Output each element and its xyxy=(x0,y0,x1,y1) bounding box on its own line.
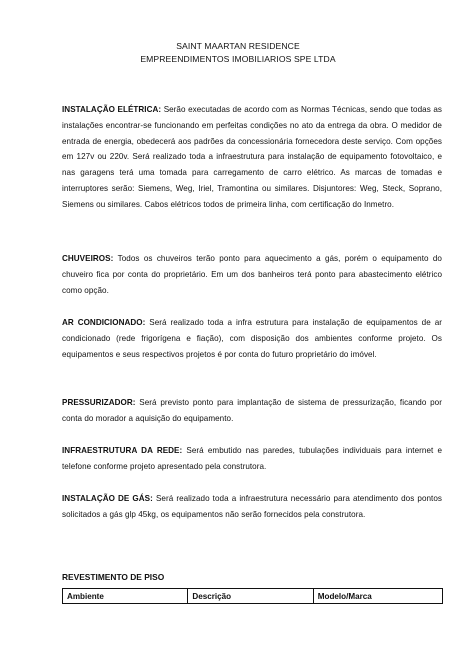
section-title: INFRAESTRUTURA DA REDE: xyxy=(62,446,187,455)
section-text: Será previsto ponto para implantação de sistema de pressurização, ficando por conta do morador a aquisição do equipamento. xyxy=(62,398,442,423)
header-company-legal-name: EMPREENDIMENTOS IMOBILIARIOS SPE LTDA xyxy=(140,53,336,64)
column-header-modelo-marca: Modelo/Marca xyxy=(313,589,442,604)
section-title: INSTALAÇÃO DE GÁS: xyxy=(62,494,156,503)
floor-covering-table xyxy=(62,588,443,604)
section-text: Todos os chuveiros terão ponto para aquecimento a gás, porém o equipamento do chuveiro fica por conta do proprietário. Em um dos banheiros terá ponto para abastecimento elétrico como opção. xyxy=(62,254,442,295)
section-gas-installation xyxy=(62,491,442,523)
section-electrical xyxy=(62,102,442,213)
section-network-infrastructure xyxy=(62,443,442,475)
section-text: Será embutido nas paredes, tubulações individuais para internet e telefone conforme projeto apresentado pela construtora. xyxy=(62,446,442,471)
column-header-ambiente: Ambiente xyxy=(63,589,188,604)
header-company-name: SAINT MAARTAN RESIDENCE xyxy=(176,41,300,51)
table-header-row xyxy=(63,589,443,604)
section-showers xyxy=(62,251,442,298)
section-title: CHUVEIROS: xyxy=(62,254,118,263)
section-title: AR CONDICIONADO: xyxy=(62,318,150,327)
section-text: Será realizado toda a infraestrutura necessário para atendimento dos pontos solicitados a gás glp 45kg, os equipamentos não serão fornecidos pela construtora. xyxy=(62,494,442,519)
section-text: Serão executadas de acordo com as Normas Técnicas, sendo que todas as instalações encontrar-se funcionando em perfeitas condições no ato da entrega da obra. O medidor de entrada de energia, obedecerá aos padrões da concessionária fornecedora deste serviço. Com opções em 127v ou 220v. Será realizado toda a infraestrutura para instalação de equipamento fotovoltaico, e nas garagens terá uma tomada para carregamento de carro elétrico. As marcas de tomadas e interruptores serão: Siemens, Weg, Iriel, Tramontina ou similares. Disjuntores: Weg, Steck, Soprano, Siemens ou similares. Cabos elétricos todos de primeira linha, com certificação do Inmetro. xyxy=(62,105,442,209)
document-header xyxy=(0,40,476,65)
section-pressurizer xyxy=(62,395,442,427)
floor-covering-table-title: REVESTIMENTO DE PISO xyxy=(62,572,165,582)
section-air-conditioning xyxy=(62,315,442,362)
column-header-descricao: Descrição xyxy=(188,589,313,604)
section-text: Será realizado toda a infra estrutura para instalação de equipamentos de ar condicionado (rede frigorígena e fiação), com disposição dos ambientes conforme projeto. Os equipamentos e seus respectivos projetos é por conta do futuro proprietário do imóvel. xyxy=(62,318,442,359)
section-title: INSTALAÇÃO ELÉTRICA: xyxy=(62,105,164,114)
section-title: PRESSURIZADOR: xyxy=(62,398,140,407)
